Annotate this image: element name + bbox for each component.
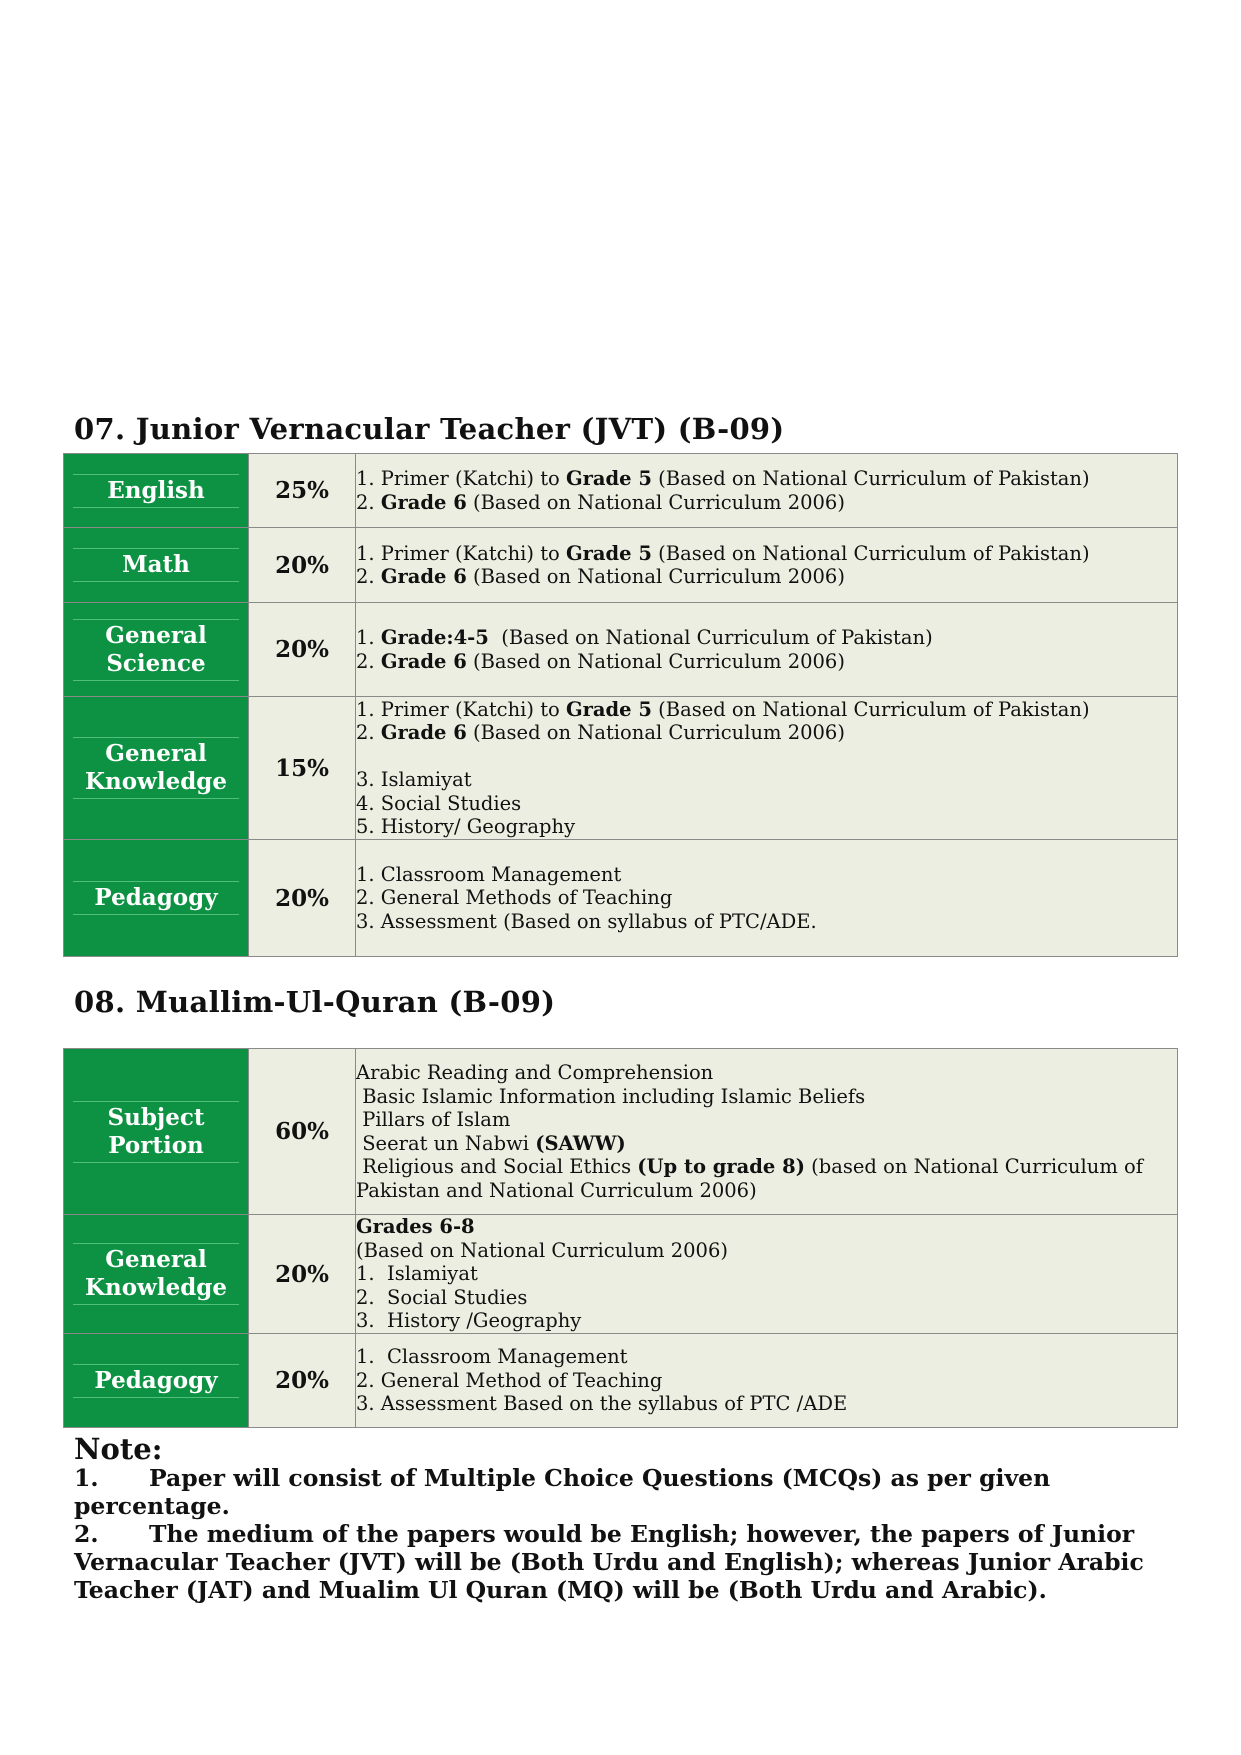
syllabus-text: (Based on National Curriculum 2006) bbox=[466, 565, 845, 588]
subject-cell bbox=[64, 697, 249, 840]
percentage-cell: 15% bbox=[249, 697, 356, 840]
syllabus-text: 1. Primer (Katchi) to bbox=[356, 697, 566, 721]
subject-cell bbox=[64, 1215, 249, 1334]
syllabus-line bbox=[356, 863, 1177, 887]
syllabus-text: 2. bbox=[356, 721, 381, 744]
syllabus-text: 4. Social Studies bbox=[356, 791, 522, 815]
syllabus-row bbox=[64, 1334, 1178, 1428]
emphasis-text: Grades 6-8 bbox=[356, 1215, 475, 1239]
percentage-cell: 60% bbox=[249, 1049, 356, 1215]
syllabus-text: 1. Classroom Management bbox=[356, 862, 622, 886]
syllabus-text: (based on National Curriculum of bbox=[804, 1155, 1143, 1178]
emphasis-text: Grade 5 bbox=[565, 697, 652, 721]
syllabus-text: (Based on National Curriculum 2006) bbox=[466, 490, 845, 514]
syllabus-line bbox=[356, 1345, 1177, 1369]
syllabus-line bbox=[356, 721, 1177, 745]
jvt-syllabus-table bbox=[63, 453, 1178, 957]
syllabus-line bbox=[356, 1286, 1177, 1310]
percentage-cell: 20% bbox=[249, 1334, 356, 1428]
subject-name: Science bbox=[106, 649, 206, 677]
note-item-1 bbox=[74, 1464, 1164, 1520]
emphasis-text: Grade 6 bbox=[380, 649, 467, 673]
syllabus-row bbox=[64, 603, 1178, 697]
syllabus-text: 1. Primer (Katchi) to bbox=[356, 541, 566, 565]
syllabus-line bbox=[356, 698, 1177, 722]
syllabus-text: (Based on National Curriculum 2006) bbox=[356, 1238, 728, 1262]
subject-cell bbox=[64, 528, 249, 603]
note-heading: Note: bbox=[74, 1432, 163, 1466]
syllabus-text: 3. History /Geography bbox=[356, 1309, 582, 1333]
subject-cell bbox=[64, 603, 249, 697]
syllabus-line bbox=[356, 1132, 1177, 1156]
syllabus-line bbox=[356, 1108, 1177, 1132]
syllabus-text: Pillars of Islam bbox=[356, 1108, 511, 1131]
syllabus-line bbox=[356, 491, 1177, 515]
percentage-cell: 20% bbox=[249, 528, 356, 603]
syllabus-text: (Based on National Curriculum 2006) bbox=[466, 649, 845, 673]
emphasis-text: Grade:4-5 bbox=[380, 626, 489, 649]
subject-cell bbox=[64, 454, 249, 528]
syllabus-line bbox=[356, 1085, 1177, 1109]
note-number: 1. bbox=[74, 1464, 99, 1492]
subject-name: Knowledge bbox=[84, 768, 228, 795]
syllabus-row bbox=[64, 840, 1178, 957]
emphasis-text: Grade 6 bbox=[380, 490, 467, 514]
syllabus-detail-cell bbox=[356, 1334, 1178, 1428]
syllabus-row bbox=[64, 528, 1178, 603]
syllabus-text: 1. Classroom Management bbox=[356, 1345, 628, 1369]
syllabus-line bbox=[356, 1179, 1177, 1203]
note-text: The medium of the papers would be English; however, the papers of Junior Vernacular Teacher (JVT) will be (Both Urdu and English); whereas Junior Arabic Teacher (JAT) and Mualim Ul Quran (MQ) will be (Both Urdu and Arabic). bbox=[74, 1520, 1144, 1604]
syllabus-text: 3. Assessment Based on the syllabus of PTC /ADE bbox=[356, 1392, 848, 1416]
percentage-cell: 20% bbox=[249, 603, 356, 697]
subject-name: General bbox=[105, 1246, 207, 1273]
syllabus-text: 3. Islamiyat bbox=[356, 768, 472, 791]
syllabus-detail-cell bbox=[356, 697, 1178, 840]
section-7-title: 07. Junior Vernacular Teacher (JVT) (B-09) bbox=[74, 412, 785, 446]
syllabus-line bbox=[356, 768, 1177, 792]
subject-name: General bbox=[105, 621, 207, 649]
syllabus-text: 5. History/ Geography bbox=[356, 815, 576, 838]
syllabus-line bbox=[356, 565, 1177, 589]
syllabus-text: 1. Primer (Katchi) to bbox=[356, 467, 566, 490]
syllabus-detail-cell bbox=[356, 454, 1178, 528]
emphasis-text: Grade 5 bbox=[565, 541, 652, 565]
syllabus-line bbox=[356, 792, 1177, 816]
subject-name: Portion bbox=[108, 1131, 204, 1159]
syllabus-text: 2. bbox=[356, 565, 381, 588]
syllabus-text: 2. General Methods of Teaching bbox=[356, 886, 673, 910]
syllabus-row bbox=[64, 1049, 1178, 1215]
syllabus-line bbox=[356, 1239, 1177, 1263]
emphasis-text: Grade 6 bbox=[380, 565, 467, 588]
syllabus-text: (Based on National Curriculum of Pakistan) bbox=[651, 697, 1090, 721]
syllabus-row bbox=[64, 1215, 1178, 1334]
syllabus-line bbox=[356, 886, 1177, 910]
syllabus-text: (Based on National Curriculum of Pakistan) bbox=[651, 541, 1090, 565]
note-text: Paper will consist of Multiple Choice Questions (MCQs) as per given percentage. bbox=[74, 1464, 1051, 1520]
subject-cell bbox=[64, 1049, 249, 1215]
syllabus-text: Basic Islamic Information including Islamic Beliefs bbox=[356, 1084, 866, 1108]
syllabus-line bbox=[356, 910, 1177, 934]
syllabus-line bbox=[356, 1262, 1177, 1286]
syllabus-text: Religious and Social Ethics bbox=[356, 1155, 638, 1178]
syllabus-line bbox=[356, 650, 1177, 674]
syllabus-line bbox=[356, 1215, 1177, 1239]
syllabus-text: (Based on National Curriculum of Pakistan) bbox=[651, 467, 1090, 490]
subject-cell bbox=[64, 1334, 249, 1428]
syllabus-detail-cell bbox=[356, 1215, 1178, 1334]
note-item-2 bbox=[74, 1520, 1164, 1604]
syllabus-text: 2. bbox=[356, 649, 381, 673]
subject-cell bbox=[64, 840, 249, 957]
syllabus-line bbox=[356, 1309, 1177, 1333]
syllabus-text: 1. bbox=[356, 626, 381, 649]
percentage-cell: 20% bbox=[249, 840, 356, 957]
subject-name: English bbox=[107, 476, 205, 504]
syllabus-text: 2. bbox=[356, 490, 381, 514]
section-8-title: 08. Muallim-Ul-Quran (B-09) bbox=[74, 985, 556, 1019]
subject-name: Math bbox=[122, 551, 190, 578]
syllabus-text: 1. Islamiyat bbox=[356, 1262, 478, 1286]
syllabus-row bbox=[64, 697, 1178, 840]
syllabus-text: (Based on National Curriculum of Pakistan) bbox=[488, 626, 933, 649]
syllabus-line bbox=[356, 1369, 1177, 1393]
emphasis-text: Grade 5 bbox=[565, 467, 652, 490]
emphasis-text: (SAWW) bbox=[535, 1131, 626, 1155]
syllabus-line bbox=[356, 1155, 1177, 1179]
syllabus-text: 2. General Method of Teaching bbox=[356, 1368, 663, 1392]
syllabus-detail-cell bbox=[356, 528, 1178, 603]
syllabus-row bbox=[64, 454, 1178, 528]
subject-name: Pedagogy bbox=[94, 1366, 218, 1394]
syllabus-text: Pakistan and National Curriculum 2006) bbox=[356, 1178, 757, 1202]
subject-name: Subject bbox=[107, 1103, 205, 1131]
syllabus-line bbox=[356, 626, 1177, 650]
mq-syllabus-table bbox=[63, 1048, 1178, 1428]
note-number: 2. bbox=[74, 1520, 99, 1548]
syllabus-text: 2. Social Studies bbox=[356, 1285, 528, 1309]
syllabus-line bbox=[356, 1392, 1177, 1416]
syllabus-text: (Based on National Curriculum 2006) bbox=[466, 721, 845, 744]
subject-name: General bbox=[105, 740, 207, 767]
syllabus-line bbox=[356, 1061, 1177, 1085]
syllabus-text: Arabic Reading and Comprehension bbox=[356, 1061, 714, 1084]
syllabus-text: Seerat un Nabwi bbox=[356, 1131, 536, 1155]
syllabus-text: 3. Assessment (Based on syllabus of PTC/ADE. bbox=[356, 909, 817, 933]
syllabus-line bbox=[356, 815, 1177, 839]
syllabus-detail-cell bbox=[356, 603, 1178, 697]
emphasis-text: Grade 6 bbox=[380, 721, 467, 744]
emphasis-text: (Up to grade 8) bbox=[637, 1155, 805, 1178]
subject-name: Knowledge bbox=[84, 1274, 228, 1301]
percentage-cell: 20% bbox=[249, 1215, 356, 1334]
percentage-cell: 25% bbox=[249, 454, 356, 528]
syllabus-detail-cell bbox=[356, 1049, 1178, 1215]
syllabus-line bbox=[356, 745, 1177, 769]
syllabus-line bbox=[356, 467, 1177, 491]
syllabus-line bbox=[356, 542, 1177, 566]
subject-name: Pedagogy bbox=[94, 884, 218, 911]
syllabus-detail-cell bbox=[356, 840, 1178, 957]
